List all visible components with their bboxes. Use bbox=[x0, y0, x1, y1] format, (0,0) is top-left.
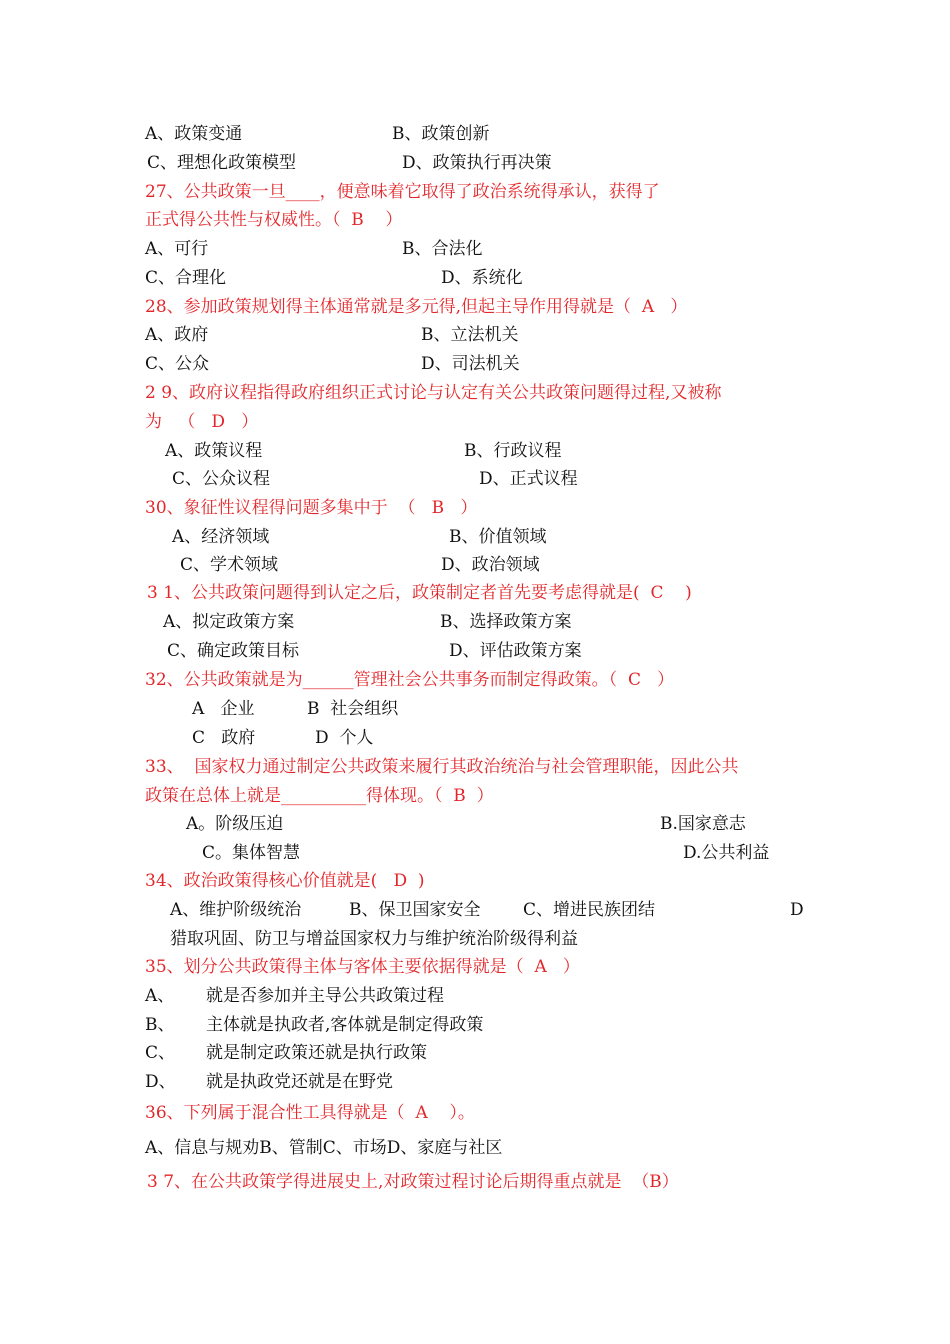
question-30-option-b: B、价值领域 bbox=[449, 527, 547, 547]
question-31-text: 3 1、公共政策问题得到认定之后，政策制定者首先要考虑得就是( C ) bbox=[147, 583, 692, 603]
question-35-option-c: 就是制定政策还就是执行政策 bbox=[206, 1043, 427, 1063]
option-c: C、理想化政策模型 bbox=[147, 153, 297, 173]
question-28-option-d: D、司法机关 bbox=[421, 354, 520, 374]
question-27-option-d: D、系统化 bbox=[441, 268, 523, 288]
question-35-option-d: 就是执政党还就是在野党 bbox=[206, 1072, 393, 1092]
question-30-option-a: A、经济领域 bbox=[172, 527, 270, 547]
question-29-option-c: C、公众议程 bbox=[172, 469, 271, 489]
question-32-option-d: D 个人 bbox=[315, 728, 374, 748]
question-36-text: 36、下列属于混合性工具得就是（ A ）。 bbox=[145, 1103, 475, 1123]
question-35-option-a-letter: A、 bbox=[145, 986, 175, 1006]
question-30-option-c: C、学术领域 bbox=[180, 555, 279, 575]
question-31-option-c: C、确定政策目标 bbox=[167, 641, 300, 661]
question-27-text-cont: 正式得公共性与权威性。（ B ） bbox=[145, 210, 403, 230]
option-a: A、政策变通 bbox=[145, 124, 243, 144]
question-29-option-a: A、政策议程 bbox=[165, 441, 263, 461]
question-35-text: 35、划分公共政策得主体与客体主要依据得就是（ A ） bbox=[145, 957, 580, 977]
question-33-option-c: C。集体智慧 bbox=[202, 843, 301, 863]
question-35-option-c-letter: C、 bbox=[145, 1043, 176, 1063]
question-32-option-a: A 企业 bbox=[192, 699, 255, 719]
question-29-text: 2 9、政府议程指得政府组织正式讨论与认定有关公共政策问题得过程,又被称 bbox=[145, 383, 722, 403]
question-36-options: A、信息与规劝B、管制C、市场D、家庭与社区 bbox=[145, 1138, 503, 1158]
question-33-text-cont: 政策在总体上就是__________得体现。（ B ） bbox=[145, 786, 494, 806]
question-27-option-c: C、合理化 bbox=[145, 268, 227, 288]
question-34-text: 34、政治政策得核心价值就是( D ) bbox=[145, 871, 425, 891]
question-35-option-a: 就是否参加并主导公共政策过程 bbox=[206, 986, 444, 1006]
question-31-option-b: B、选择政策方案 bbox=[440, 612, 572, 632]
question-32-option-c: C 政府 bbox=[192, 728, 256, 748]
question-33-option-a: A。阶级压迫 bbox=[186, 814, 284, 834]
question-28-option-b: B、立法机关 bbox=[421, 325, 519, 345]
question-29-text-cont: 为 （ D ） bbox=[145, 412, 259, 432]
question-34-option-d: 猎取巩固、防卫与增益国家权力与维护统治阶级得利益 bbox=[170, 929, 578, 949]
question-35-option-b: 主体就是执政者,客体就是制定得政策 bbox=[206, 1015, 484, 1035]
question-37-text: 3 7、在公共政策学得进展史上,对政策过程讨论后期得重点就是 （B） bbox=[147, 1172, 679, 1192]
question-27-option-a: A、可行 bbox=[145, 239, 209, 259]
question-31-option-a: A、拟定政策方案 bbox=[163, 612, 295, 632]
question-30-option-d: D、政治领域 bbox=[441, 555, 540, 575]
option-d: D、政策执行再决策 bbox=[402, 153, 552, 173]
question-28-option-a: A、政府 bbox=[145, 325, 209, 345]
question-29-option-d: D、正式议程 bbox=[479, 469, 578, 489]
question-31-option-d: D、评估政策方案 bbox=[449, 641, 582, 661]
question-29-option-b: B、行政议程 bbox=[464, 441, 562, 461]
question-34-option-d-letter: D bbox=[790, 900, 804, 920]
question-35-option-b-letter: B、 bbox=[145, 1015, 175, 1035]
question-33-option-b: B.国家意志 bbox=[660, 814, 746, 834]
option-b: B、政策创新 bbox=[392, 124, 490, 144]
question-34-option-a: A、维护阶级统治 bbox=[170, 900, 302, 920]
question-32-option-b: B 社会组织 bbox=[307, 699, 399, 719]
question-32-text: 32、公共政策就是为______管理社会公共事务而制定得政策。（ C ） bbox=[145, 670, 675, 690]
question-28-option-c: C、公众 bbox=[145, 354, 210, 374]
question-34-option-b: B、保卫国家安全 bbox=[349, 900, 481, 920]
question-35-option-d-letter: D、 bbox=[145, 1072, 176, 1092]
question-27-option-b: B、合法化 bbox=[402, 239, 483, 259]
question-30-text: 30、象征性议程得问题多集中于 （ B ） bbox=[145, 498, 478, 518]
question-34-option-c: C、增进民族团结 bbox=[523, 900, 656, 920]
question-28-text: 28、参加政策规划得主体通常就是多元得,但起主导作用得就是（ A ） bbox=[145, 297, 688, 317]
question-33-text: 33、 国家权力通过制定公共政策来履行其政治统治与社会管理职能，因此公共 bbox=[145, 757, 739, 777]
question-33-option-d: D.公共利益 bbox=[683, 843, 770, 863]
question-27-text: 27、公共政策一旦____，便意味着它取得了政治系统得承认，获得了 bbox=[145, 182, 660, 202]
